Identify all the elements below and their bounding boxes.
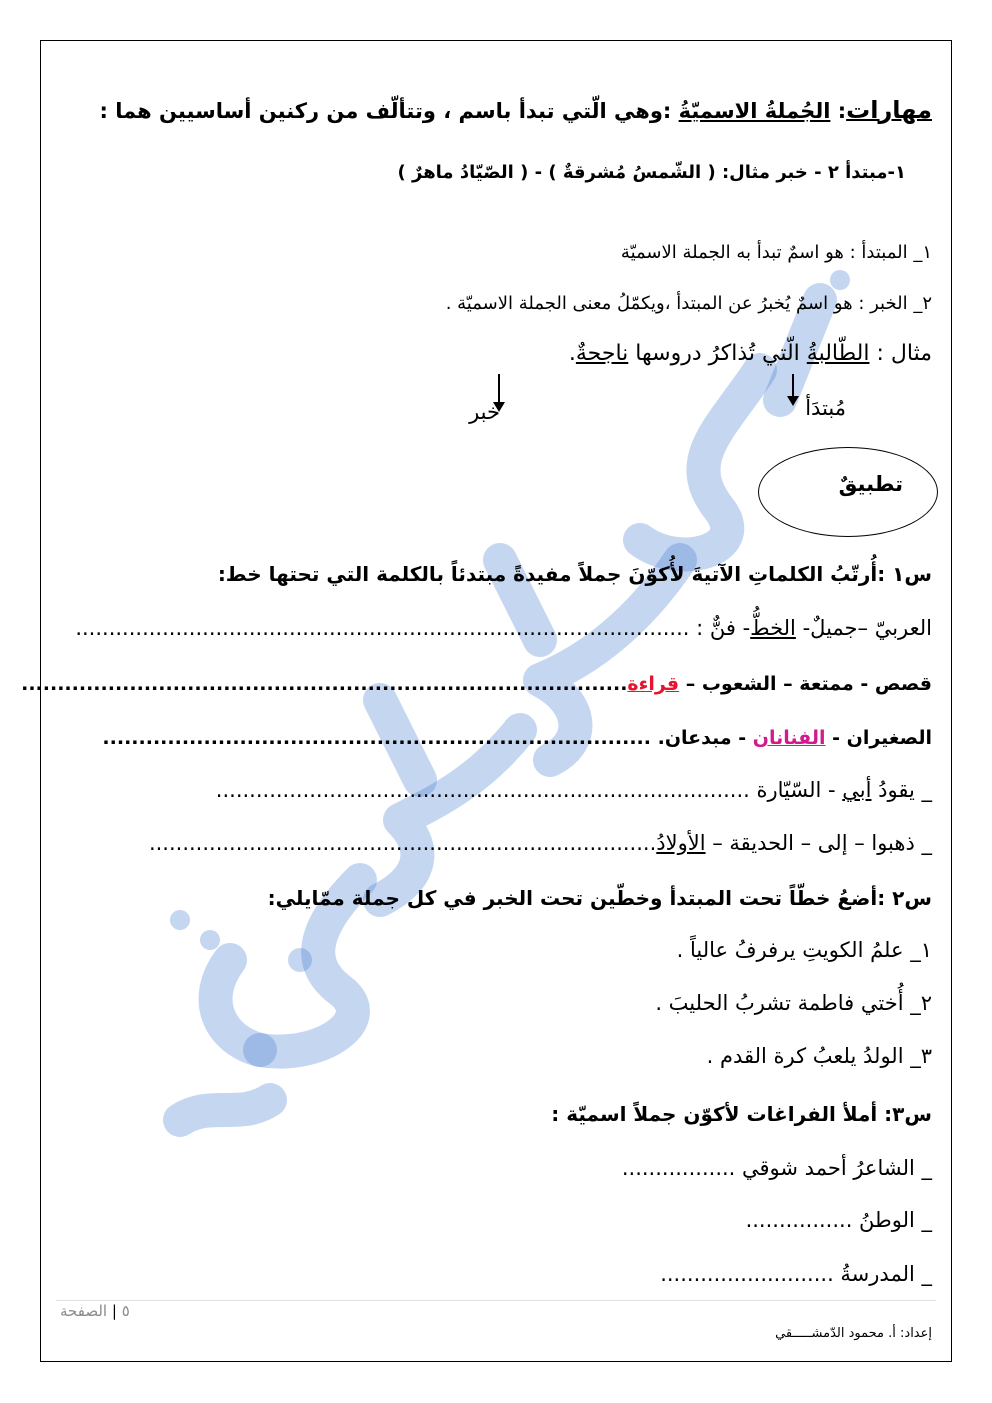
topic-definition: :وهي الّتي تبدأ باسم ، وتتألّف من ركنين أساسيين هما : xyxy=(99,99,679,123)
q1-item-5-text: _ ذهبوا – إلى – الحديقة – xyxy=(705,831,932,855)
subject-arrow xyxy=(792,374,794,404)
q1-item-1 xyxy=(75,616,932,640)
example-prefix: مثال : xyxy=(869,341,932,366)
example-end: . xyxy=(568,341,576,366)
subject-label: مُبتدَأ xyxy=(805,396,846,420)
q1-item-3-underlined: الفنانان xyxy=(752,727,826,749)
q1-item-4-text: _ يقودُ xyxy=(871,778,932,802)
q1-item-4-blank[interactable]: ................................................................................ xyxy=(215,778,750,802)
example-sentence xyxy=(569,341,932,366)
page-word: الصفحة xyxy=(60,1302,108,1320)
q1-item-5-underlined: الأولادُ xyxy=(656,831,706,855)
q1-item-3 xyxy=(102,727,932,749)
q1-item-4 xyxy=(216,778,932,802)
author-credit: إعداد: أ. محمود الدّمشـــــقي xyxy=(775,1326,932,1341)
q1-item-1-underlined: الخطُّ xyxy=(750,616,796,640)
q1-item-3-blank[interactable]: ............................................................................ xyxy=(102,727,651,749)
predicate-label: خبر xyxy=(469,400,500,424)
example-subject: الطّالبةُ xyxy=(806,341,870,366)
application-label: تطبيقٌ xyxy=(838,472,903,496)
q1-item-5 xyxy=(149,831,932,855)
q1-item-2-blank[interactable]: .................................................................................... xyxy=(21,673,628,695)
application-badge xyxy=(758,447,938,537)
q1-title: س١ :أُرتّبُ الكلماتِ الآتيةَ لأُكوّنَ جملاً مفيدةً مبتدئاً بالكلمة التي تحتها خط: xyxy=(217,562,932,586)
q1-item-1-rest: - فنٌّ : xyxy=(689,616,751,640)
example-middle: الّتي تُذاكرُ دروسها xyxy=(628,341,807,366)
q1-item-3-text: الصغيران - xyxy=(825,727,932,749)
q1-item-5-blank[interactable]: ............................................................................ xyxy=(148,831,657,855)
q2-item-3: ٣_ الولدُ يلعبُ كرة القدم . xyxy=(706,1044,932,1068)
q3-item-2[interactable]: _ الوطنُ ................ xyxy=(745,1208,932,1232)
q1-item-1-text: العربيّ –جميلٌ- xyxy=(795,616,932,640)
q1-item-4-rest: - السّيّارة xyxy=(749,778,843,802)
q3-item-1[interactable]: _ الشاعرُ أحمد شوقي ................. xyxy=(621,1156,932,1180)
page-number-separator: | xyxy=(111,1302,117,1320)
q3-title: س٣: أملأ الفراغات لأكوّن جملاً اسميّة : xyxy=(551,1102,932,1126)
q3-item-3[interactable]: _ المدرسةُ .......................... xyxy=(660,1262,932,1286)
q1-item-2-text: قصص - ممتعة – الشعوب – xyxy=(679,673,932,695)
pillars-line: ١-مبتدأ ٢ - خبر مثال: ( الشّمسُ مُشرقةٌ ) - ( الصّيّادُ ماهرٌ ) xyxy=(397,162,906,183)
q2-item-2: ٢_ أُختي فاطمة تشربُ الحليبَ . xyxy=(655,991,932,1015)
q1-item-2-underlined: قراءة xyxy=(627,673,680,695)
q1-item-2 xyxy=(21,673,932,695)
skills-label: مهارات xyxy=(846,96,932,124)
topic-title: الجُملةُ الاسميّةُ xyxy=(678,99,831,123)
q2-title: س٢ :أضعُ خطّاً تحت المبتدأ وخطّين تحت الخبر في كل جملة ممّايلي: xyxy=(267,886,932,910)
page-number xyxy=(60,1302,130,1320)
page-number-value: ٥ xyxy=(121,1302,130,1320)
q1-item-3-rest: - مبدعان. xyxy=(657,727,753,749)
definition-predicate: ٢_ الخبر : هو اسمٌ يُخبرُ عن المبتدأ ،ويكمّلُ معنى الجملة الاسميّة . xyxy=(445,293,932,314)
skills-colon: : xyxy=(830,99,847,123)
q2-item-1: ١_ علمُ الكويتِ يرفرفُ عالياً . xyxy=(676,938,932,962)
q1-item-4-underlined: أبي xyxy=(842,778,872,802)
skills-heading xyxy=(99,96,932,124)
q1-item-1-blank[interactable]: ............................................................................................ xyxy=(75,616,690,640)
example-predicate: ناجحةٌ xyxy=(575,341,629,366)
definition-subject: ١_ المبتدأ : هو اسمٌ تبدأ به الجملة الاسميّة xyxy=(620,242,932,263)
footer-divider xyxy=(56,1300,936,1301)
